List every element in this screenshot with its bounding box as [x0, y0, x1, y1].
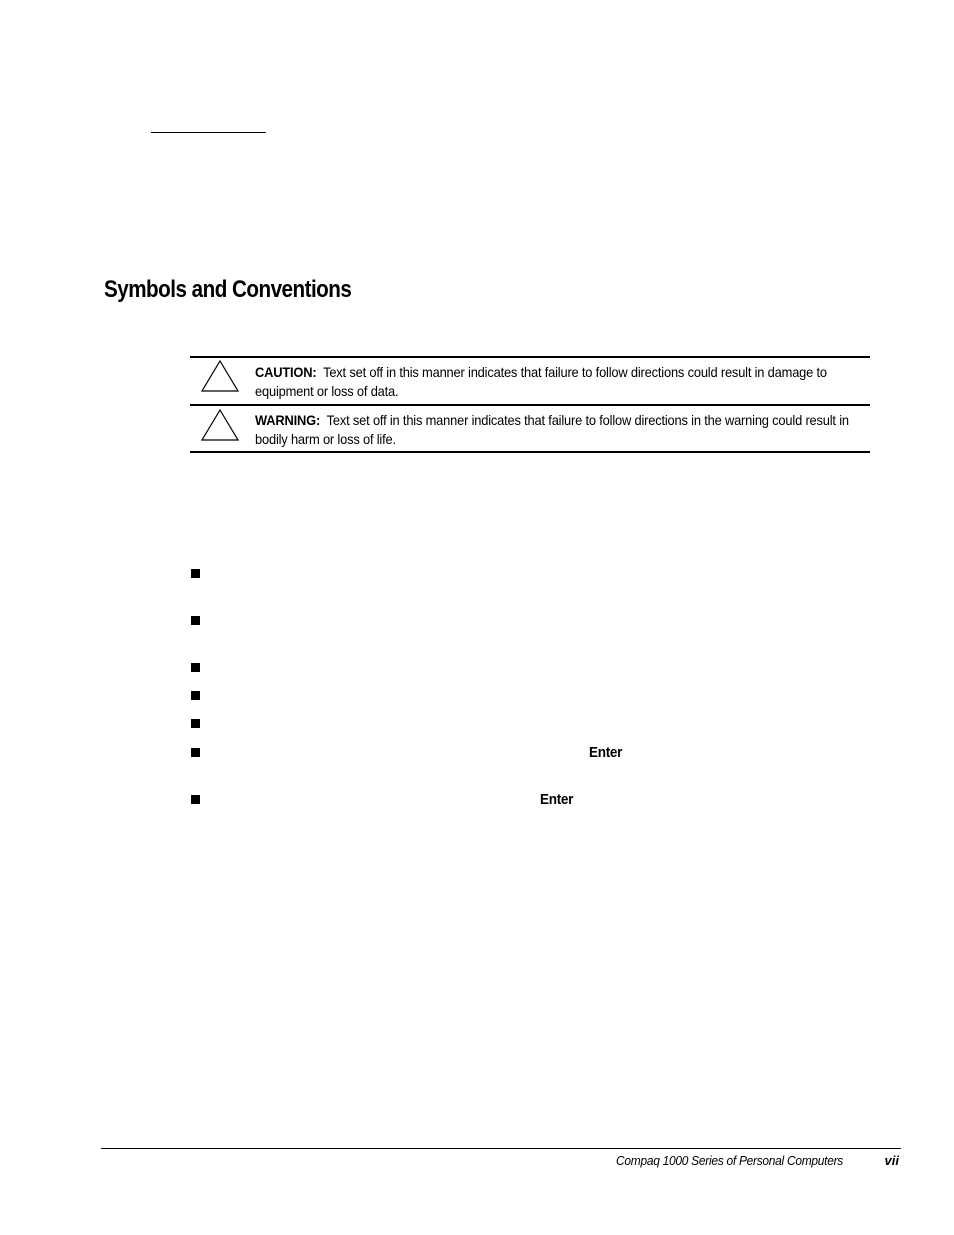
section-heading: Symbols and Conventions [104, 276, 352, 303]
warning-triangle-icon [201, 409, 239, 441]
notice-rule-top [190, 356, 870, 358]
warning-notice [255, 411, 870, 449]
square-bullet-icon [191, 616, 200, 625]
warning-label: WARNING: [255, 412, 321, 428]
square-bullet-icon [191, 748, 200, 757]
caution-text: Text set off in this manner indicates that failure to follow directions could result in damage to equipment or loss of data. [255, 364, 827, 399]
square-bullet-icon [191, 719, 200, 728]
page-number: vii [884, 1153, 899, 1168]
footer-rule [101, 1148, 901, 1149]
caution-label: CAUTION: [255, 364, 317, 380]
footer-title: Compaq 1000 Series of Personal Computers [616, 1153, 843, 1168]
notice-rule-middle [190, 404, 870, 406]
enter-key-label: Enter [540, 791, 574, 808]
caution-triangle-icon [201, 360, 239, 392]
enter-key-label: Enter [589, 744, 623, 761]
square-bullet-icon [191, 691, 200, 700]
caution-notice [255, 363, 870, 401]
square-bullet-icon [191, 663, 200, 672]
square-bullet-icon [191, 569, 200, 578]
warning-text: Text set off in this manner indicates that failure to follow directions in the warning could result in bodily harm or loss of life. [255, 412, 849, 447]
square-bullet-icon [191, 795, 200, 804]
notice-rule-bottom [190, 451, 870, 453]
top-rule [151, 132, 266, 133]
